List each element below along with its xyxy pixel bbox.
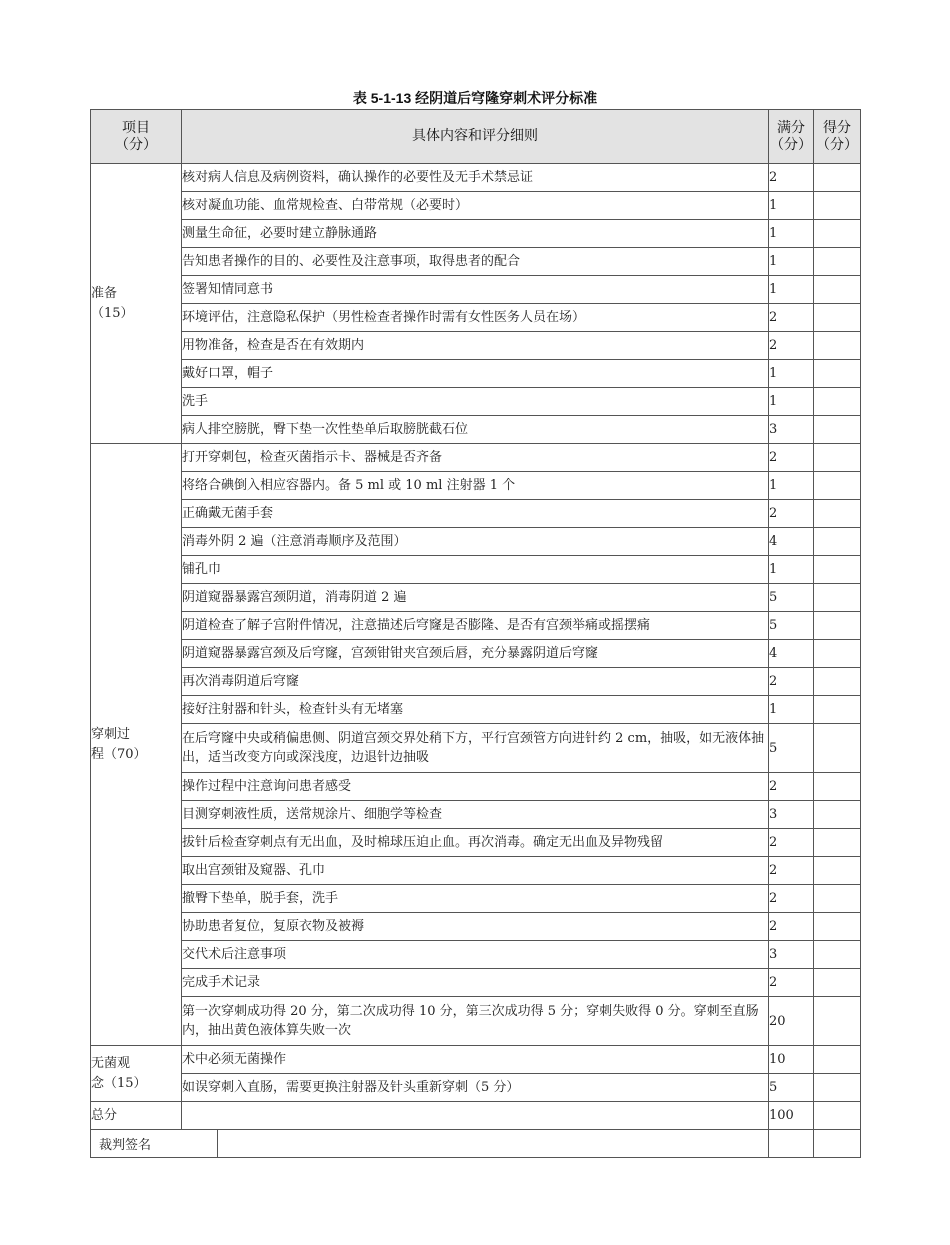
full-score: 2 — [769, 857, 814, 885]
criterion-text: 环境评估，注意隐私保护（男性检查者操作时需有女性医务人员在场） — [182, 304, 769, 332]
obtained-score-cell[interactable] — [814, 556, 861, 584]
criterion-text: 戴好口罩，帽子 — [182, 360, 769, 388]
signature-cell — [91, 1130, 769, 1158]
total-content-cell — [182, 1102, 769, 1130]
table-row — [91, 444, 861, 472]
obtained-score-cell[interactable] — [814, 696, 861, 724]
obtained-score-cell[interactable] — [814, 304, 861, 332]
signature-label-text: 裁判签名 — [99, 1138, 152, 1153]
obtained-score-cell[interactable] — [814, 801, 861, 829]
section-name: 穿刺过 程（70） — [91, 444, 182, 1046]
criterion-text: 目测穿刺液性质，送常规涂片、细胞学等检查 — [182, 801, 769, 829]
full-score: 2 — [769, 444, 814, 472]
obtained-score-cell[interactable] — [814, 668, 861, 696]
full-score: 4 — [769, 528, 814, 556]
obtained-score-cell[interactable] — [814, 997, 861, 1046]
signature-full-cell — [769, 1130, 814, 1158]
obtained-score-cell[interactable] — [814, 444, 861, 472]
full-score: 2 — [769, 304, 814, 332]
full-score: 5 — [769, 1074, 814, 1102]
full-score: 2 — [769, 829, 814, 857]
criterion-text: 签署知情同意书 — [182, 276, 769, 304]
criterion-text: 第一次穿刺成功得 20 分，第二次成功得 10 分，第三次成功得 5 分；穿刺失败得 0 分。穿刺至直肠内，抽出黄色液体算失败一次 — [182, 997, 769, 1046]
scoring-table — [90, 109, 861, 1158]
obtained-score-cell[interactable] — [814, 220, 861, 248]
table-row — [91, 388, 861, 416]
full-score: 3 — [769, 416, 814, 444]
obtained-score-cell[interactable] — [814, 885, 861, 913]
obtained-score-cell[interactable] — [814, 857, 861, 885]
obtained-score-cell[interactable] — [814, 360, 861, 388]
table-row — [91, 1046, 861, 1074]
obtained-score-cell[interactable] — [814, 416, 861, 444]
header-obtained-score: 得分 （分） — [814, 110, 861, 164]
total-obtained-score-cell[interactable] — [814, 1102, 861, 1130]
full-score: 5 — [769, 724, 814, 773]
table-row — [91, 220, 861, 248]
obtained-score-cell[interactable] — [814, 1074, 861, 1102]
obtained-score-cell[interactable] — [814, 724, 861, 773]
obtained-score-cell[interactable] — [814, 248, 861, 276]
obtained-score-cell[interactable] — [814, 913, 861, 941]
full-score: 1 — [769, 360, 814, 388]
full-score: 2 — [769, 913, 814, 941]
total-full-score: 100 — [769, 1102, 814, 1130]
total-label: 总分 — [91, 1102, 182, 1130]
table-row — [91, 584, 861, 612]
total-row — [91, 1102, 861, 1130]
criterion-text: 阴道检查了解子宫附件情况，注意描述后穹窿是否膨隆、是否有宫颈举痛或摇摆痛 — [182, 612, 769, 640]
table-title: 表 5-1-13 经阴道后穹隆穿刺术评分标准 — [352, 90, 598, 106]
section-name: 准备 （15） — [91, 164, 182, 444]
full-score: 2 — [769, 332, 814, 360]
table-row — [91, 164, 861, 192]
criterion-text: 正确戴无菌手套 — [182, 500, 769, 528]
obtained-score-cell[interactable] — [814, 192, 861, 220]
criterion-text: 拔针后检查穿刺点有无出血，及时棉球压迫止血。再次消毒。确定无出血及异物残留 — [182, 829, 769, 857]
criterion-text: 病人排空膀胱，臀下垫一次性垫单后取膀胱截石位 — [182, 416, 769, 444]
signature-row — [91, 1130, 861, 1158]
obtained-score-cell[interactable] — [814, 164, 861, 192]
criterion-text: 撤臀下垫单，脱手套，洗手 — [182, 885, 769, 913]
full-score: 2 — [769, 969, 814, 997]
signature-score-cell[interactable] — [814, 1130, 861, 1158]
criterion-text: 铺孔巾 — [182, 556, 769, 584]
criterion-text: 阴道窥器暴露宫颈阴道，消毒阴道 2 遍 — [182, 584, 769, 612]
full-score: 1 — [769, 472, 814, 500]
full-score: 1 — [769, 276, 814, 304]
full-score: 1 — [769, 192, 814, 220]
criterion-text: 阴道窥器暴露宫颈及后穹窿，宫颈钳钳夹宫颈后唇，充分暴露阴道后穹窿 — [182, 640, 769, 668]
table-row — [91, 528, 861, 556]
obtained-score-cell[interactable] — [814, 941, 861, 969]
table-body — [91, 164, 861, 1158]
full-score: 3 — [769, 941, 814, 969]
criterion-text: 交代术后注意事项 — [182, 941, 769, 969]
table-row — [91, 500, 861, 528]
criterion-text: 接好注射器和针头，检查针头有无堵塞 — [182, 696, 769, 724]
full-score: 10 — [769, 1046, 814, 1074]
criterion-text: 协助患者复位，复原衣物及被褥 — [182, 913, 769, 941]
table-row — [91, 416, 861, 444]
table-row — [91, 801, 861, 829]
criterion-text: 如误穿刺入直肠，需要更换注射器及针头重新穿刺（5 分） — [182, 1074, 769, 1102]
criterion-text: 洗手 — [182, 388, 769, 416]
table-row — [91, 1074, 861, 1102]
full-score: 1 — [769, 220, 814, 248]
full-score: 1 — [769, 388, 814, 416]
header-full-score: 满分 （分） — [769, 110, 814, 164]
full-score: 1 — [769, 696, 814, 724]
criterion-text: 核对凝血功能、血常规检查、白带常规（必要时） — [182, 192, 769, 220]
section-name: 无菌观 念（15） — [91, 1046, 182, 1102]
criterion-text: 在后穹窿中央或稍偏患侧、阴道宫颈交界处稍下方，平行宫颈管方向进针约 2 cm，抽吸，如无液体抽出，适当改变方向或深浅度，边退针边抽吸 — [182, 724, 769, 773]
table-row — [91, 696, 861, 724]
obtained-score-cell[interactable] — [814, 472, 861, 500]
obtained-score-cell[interactable] — [814, 276, 861, 304]
full-score: 1 — [769, 556, 814, 584]
obtained-score-cell[interactable] — [814, 612, 861, 640]
signature-field[interactable] — [218, 1130, 768, 1157]
table-row — [91, 248, 861, 276]
full-score: 20 — [769, 997, 814, 1046]
criterion-text: 术中必须无菌操作 — [182, 1046, 769, 1074]
header-item: 项目 （分） — [91, 110, 182, 164]
table-row — [91, 640, 861, 668]
criterion-text: 测量生命征，必要时建立静脉通路 — [182, 220, 769, 248]
table-row — [91, 360, 861, 388]
full-score: 4 — [769, 640, 814, 668]
full-score: 2 — [769, 885, 814, 913]
table-row — [91, 724, 861, 773]
table-row — [91, 941, 861, 969]
table-row — [91, 276, 861, 304]
table-row — [91, 857, 861, 885]
table-row — [91, 472, 861, 500]
obtained-score-cell[interactable] — [814, 969, 861, 997]
criterion-text: 操作过程中注意询问患者感受 — [182, 773, 769, 801]
full-score: 1 — [769, 248, 814, 276]
criterion-text: 将络合碘倒入相应容器内。备 5 ml 或 10 ml 注射器 1 个 — [182, 472, 769, 500]
table-row — [91, 332, 861, 360]
table-row — [91, 612, 861, 640]
table-row — [91, 192, 861, 220]
criterion-text: 核对病人信息及病例资料，确认操作的必要性及无手术禁忌证 — [182, 164, 769, 192]
full-score: 2 — [769, 668, 814, 696]
criterion-text: 用物准备，检查是否在有效期内 — [182, 332, 769, 360]
full-score: 2 — [769, 500, 814, 528]
table-row — [91, 556, 861, 584]
table-row — [91, 997, 861, 1046]
criterion-text: 取出宫颈钳及窥器、孔巾 — [182, 857, 769, 885]
criterion-text: 消毒外阴 2 遍（注意消毒顺序及范围） — [182, 528, 769, 556]
table-row — [91, 913, 861, 941]
table-row — [91, 885, 861, 913]
full-score: 5 — [769, 612, 814, 640]
obtained-score-cell[interactable] — [814, 640, 861, 668]
table-row — [91, 969, 861, 997]
signature-wrapper — [91, 1130, 768, 1157]
full-score: 2 — [769, 164, 814, 192]
criterion-text: 再次消毒阴道后穹窿 — [182, 668, 769, 696]
header-content: 具体内容和评分细则 — [182, 110, 769, 164]
criterion-text: 打开穿刺包，检查灭菌指示卡、器械是否齐备 — [182, 444, 769, 472]
obtained-score-cell[interactable] — [814, 1046, 861, 1074]
obtained-score-cell[interactable] — [814, 773, 861, 801]
obtained-score-cell[interactable] — [814, 584, 861, 612]
criterion-text: 完成手术记录 — [182, 969, 769, 997]
table-row — [91, 668, 861, 696]
obtained-score-cell[interactable] — [814, 500, 861, 528]
obtained-score-cell[interactable] — [814, 829, 861, 857]
signature-label — [91, 1130, 218, 1157]
obtained-score-cell[interactable] — [814, 528, 861, 556]
full-score: 5 — [769, 584, 814, 612]
table-row — [91, 829, 861, 857]
full-score: 3 — [769, 801, 814, 829]
criterion-text: 告知患者操作的目的、必要性及注意事项，取得患者的配合 — [182, 248, 769, 276]
table-row — [91, 304, 861, 332]
obtained-score-cell[interactable] — [814, 388, 861, 416]
obtained-score-cell[interactable] — [814, 332, 861, 360]
full-score: 2 — [769, 773, 814, 801]
table-row — [91, 773, 861, 801]
